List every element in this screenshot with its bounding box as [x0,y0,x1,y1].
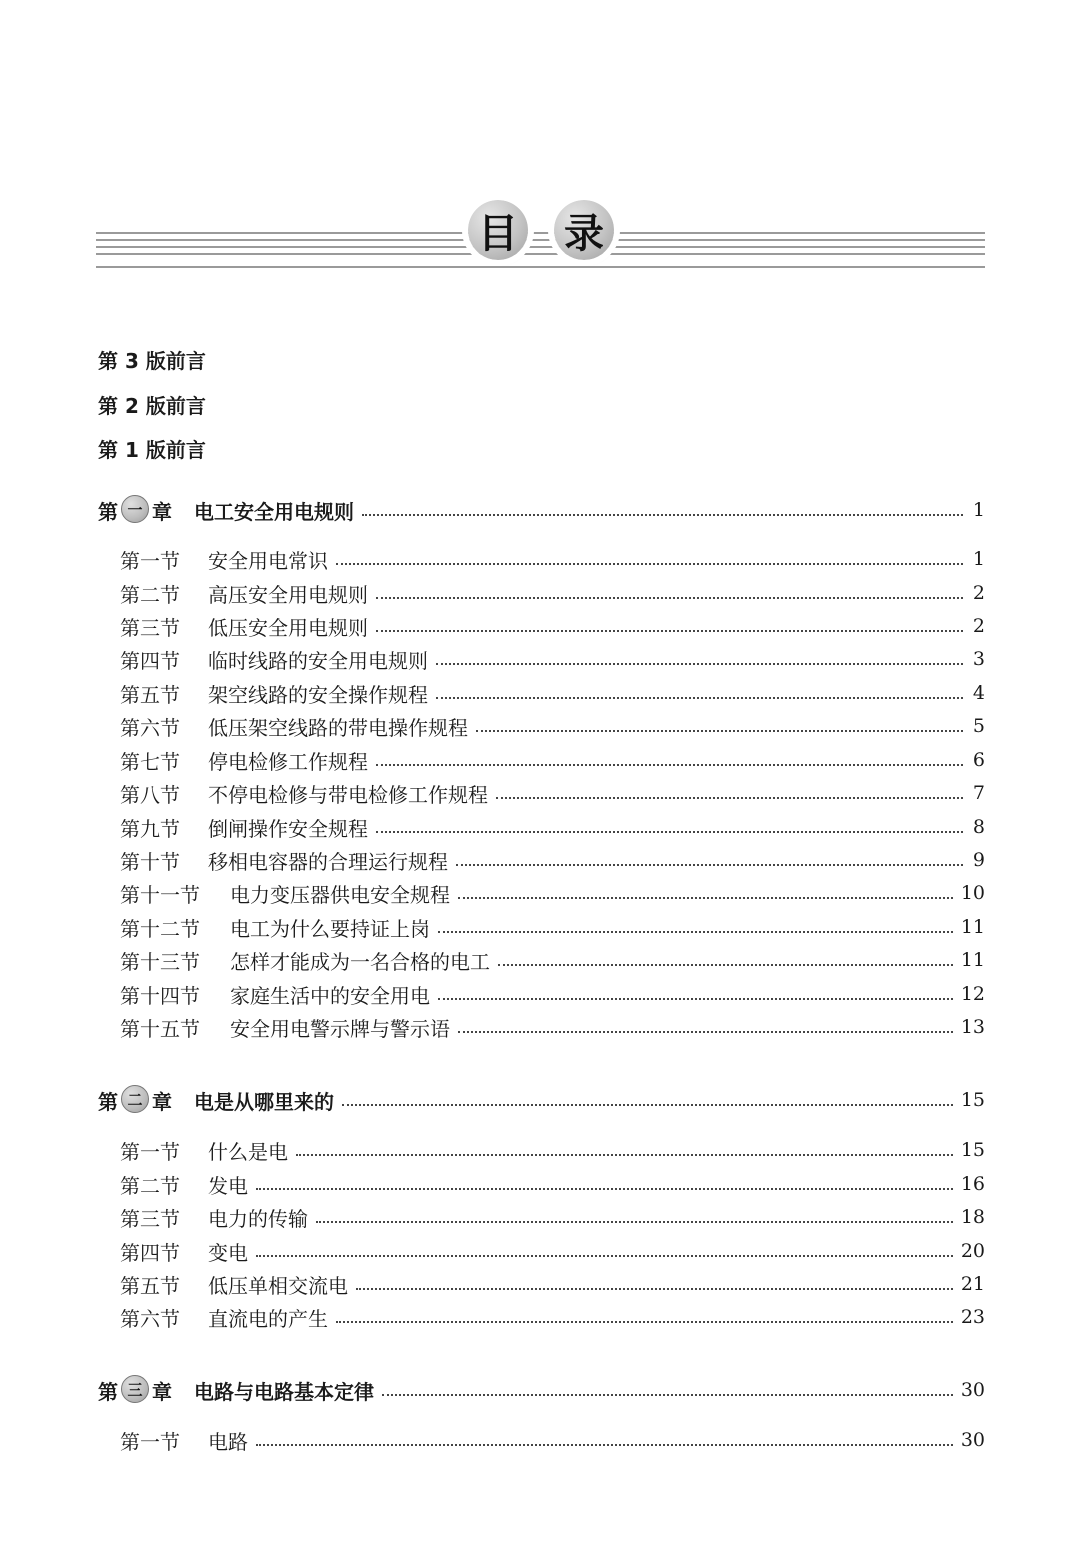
dot-leader [316,1221,953,1223]
section-label: 第六节 [120,1306,180,1331]
section-label: 第九节 [120,816,180,841]
chapter-title: 电路与电路基本定律 [194,1379,374,1404]
section-label: 第一节 [120,1139,180,1164]
chapter-prefix: 第 [98,1089,118,1114]
section-label: 第三节 [120,615,180,640]
section-title: 不停电检修与带电检修工作规程 [208,782,488,807]
section-entry[interactable] [120,578,985,608]
section-title: 高压安全用电规则 [208,582,368,607]
section-title: 移相电容器的合理运行规程 [208,849,448,874]
section-label: 第十节 [120,849,180,874]
dot-leader [336,1321,953,1323]
chapter-title: 电是从哪里来的 [194,1089,334,1114]
section-entry[interactable] [120,644,985,674]
section-title: 怎样才能成为一名合格的电工 [230,949,490,974]
section-label: 第二节 [120,582,180,607]
section-title: 直流电的产生 [208,1306,328,1331]
dot-leader [438,998,953,1000]
chapter-number-badge: 二 [121,1085,149,1113]
section-label: 第五节 [120,1273,180,1298]
dot-leader [458,897,953,899]
dot-leader [438,931,953,933]
section-title: 安全用电警示牌与警示语 [230,1016,450,1041]
page-number: 15 [960,1089,985,1111]
chapter-suffix: 章 [152,499,172,524]
section-title: 电力的传输 [208,1206,308,1231]
page-number: 20 [960,1240,985,1262]
dot-leader [436,697,963,699]
dot-leader [382,1394,953,1396]
heading-rule [96,266,985,268]
page-number: 5 [972,715,985,737]
section-title: 变电 [208,1240,248,1265]
section-label: 第一节 [120,1429,180,1454]
section-label: 第十一节 [120,882,200,907]
dot-leader [356,1288,953,1290]
section-entry[interactable] [120,979,985,1009]
dot-leader [362,514,963,516]
dot-leader [256,1255,953,1257]
dot-leader [376,831,963,833]
chapter-3-entry[interactable] [98,1375,985,1405]
section-title: 发电 [208,1173,248,1198]
heading-char-2: 录 [554,200,614,260]
page-number: 30 [960,1429,985,1451]
page-number: 1 [972,499,985,521]
section-title: 低压架空线路的带电操作规程 [208,715,468,740]
page-number: 11 [960,949,985,971]
section-label: 第十二节 [120,916,200,941]
section-entry[interactable] [120,1269,985,1299]
chapter-suffix: 章 [152,1379,172,1404]
page-number: 9 [972,849,985,871]
chapter-label [98,1086,172,1115]
page-number: 30 [960,1379,985,1401]
section-label: 第八节 [120,782,180,807]
section-entry[interactable] [120,678,985,708]
chapter-number-badge: 一 [121,495,149,523]
preface-3[interactable]: 第 3 版前言 [98,349,206,373]
page-number: 18 [960,1206,985,1228]
section-title: 停电检修工作规程 [208,749,368,774]
section-label: 第五节 [120,682,180,707]
chapter-1-entry[interactable] [98,495,985,525]
section-title: 架空线路的安全操作规程 [208,682,428,707]
chapter-number-badge: 三 [121,1375,149,1403]
page-number: 1 [972,548,985,570]
page-number: 15 [960,1139,985,1161]
toc-heading [96,196,985,272]
section-title: 临时线路的安全用电规则 [208,648,428,673]
page-number: 12 [960,983,985,1005]
page-number: 7 [972,782,985,804]
section-title: 电路 [208,1429,248,1454]
preface-2[interactable]: 第 2 版前言 [98,394,206,418]
chapter-2-entry[interactable] [98,1085,985,1115]
section-entry[interactable] [120,812,985,842]
page-number: 13 [960,1016,985,1038]
heading-char-1: 目 [468,200,528,260]
chapter-label [98,1376,172,1405]
section-title: 电力变压器供电安全规程 [230,882,450,907]
section-entry[interactable] [120,878,985,908]
chapter-title: 电工安全用电规则 [194,499,354,524]
section-label: 第四节 [120,1240,180,1265]
page-number: 11 [960,916,985,938]
chapter-prefix: 第 [98,1379,118,1404]
section-entry[interactable] [120,745,985,775]
section-label: 第二节 [120,1173,180,1198]
chapter-prefix: 第 [98,499,118,524]
page-number: 2 [972,615,985,637]
chapter-label [98,496,172,525]
section-label: 第十四节 [120,983,200,1008]
section-title: 低压单相交流电 [208,1273,348,1298]
section-title: 电工为什么要持证上岗 [230,916,430,941]
page-number: 6 [972,749,985,771]
page-number: 3 [972,648,985,670]
section-entry[interactable] [120,1302,985,1332]
section-entry[interactable] [120,1202,985,1232]
dot-leader [436,663,963,665]
section-entry[interactable] [120,1425,985,1455]
dot-leader [256,1444,953,1446]
section-entry[interactable] [120,945,985,975]
section-entry[interactable] [120,544,985,574]
dot-leader [376,630,963,632]
section-entry[interactable] [120,611,985,641]
dot-leader [342,1104,953,1106]
dot-leader [256,1188,953,1190]
section-label: 第十三节 [120,949,200,974]
page-number: 16 [960,1173,985,1195]
dot-leader [498,964,953,966]
page-number: 21 [960,1273,985,1295]
heading-rule [96,253,985,255]
section-entry[interactable] [120,1236,985,1266]
chapter-suffix: 章 [152,1089,172,1114]
section-label: 第一节 [120,548,180,573]
page-number: 10 [960,882,985,904]
dot-leader [496,797,963,799]
dot-leader [458,1031,953,1033]
section-label: 第十五节 [120,1016,200,1041]
section-entry[interactable] [120,1169,985,1199]
preface-1[interactable]: 第 1 版前言 [98,438,206,462]
dot-leader [376,764,963,766]
dot-leader [476,730,963,732]
section-label: 第三节 [120,1206,180,1231]
section-title: 什么是电 [208,1139,288,1164]
dot-leader [296,1154,953,1156]
dot-leader [456,864,963,866]
section-entry[interactable] [120,1012,985,1042]
section-title: 安全用电常识 [208,548,328,573]
page-number: 2 [972,582,985,604]
section-entry[interactable] [120,845,985,875]
section-entry[interactable] [120,1135,985,1165]
section-entry[interactable] [120,912,985,942]
section-label: 第四节 [120,648,180,673]
dot-leader [376,597,963,599]
heading-rule [96,232,985,234]
dot-leader [336,563,963,565]
section-title: 家庭生活中的安全用电 [230,983,430,1008]
section-entry[interactable] [120,711,985,741]
heading-rule [96,246,985,248]
section-entry[interactable] [120,778,985,808]
section-title: 低压安全用电规则 [208,615,368,640]
section-label: 第六节 [120,715,180,740]
page-number: 4 [972,682,985,704]
section-label: 第七节 [120,749,180,774]
heading-rule [96,239,985,241]
page-number: 8 [972,816,985,838]
page-number: 23 [960,1306,985,1328]
section-title: 倒闸操作安全规程 [208,816,368,841]
